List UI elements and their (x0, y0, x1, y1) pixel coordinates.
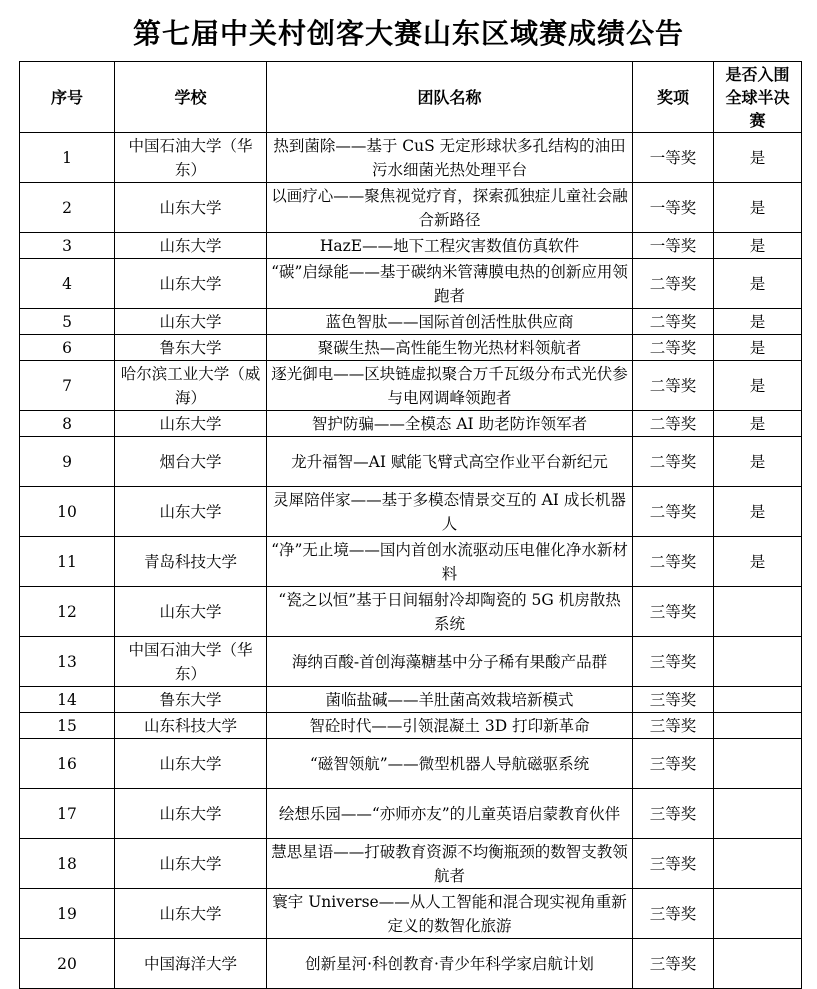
cell-index: 12 (20, 587, 115, 637)
table-row (20, 233, 802, 259)
cell-award: 二等奖 (633, 335, 714, 361)
cell-index: 11 (20, 537, 115, 587)
table-row (20, 889, 802, 939)
table-row (20, 133, 802, 183)
table-row (20, 537, 802, 587)
cell-team: 寰宇 Universe——从人工智能和混合现实视角重新定义的数智化旅游 (267, 889, 633, 939)
cell-semifinal: 是 (714, 411, 802, 437)
cell-semifinal (714, 889, 802, 939)
table-row (20, 739, 802, 789)
header-team: 团队名称 (267, 62, 633, 133)
cell-team: 智砼时代——引领混凝土 3D 打印新革命 (267, 713, 633, 739)
cell-award: 一等奖 (633, 233, 714, 259)
cell-award: 二等奖 (633, 361, 714, 411)
cell-index: 4 (20, 259, 115, 309)
table-row (20, 487, 802, 537)
cell-award: 三等奖 (633, 889, 714, 939)
cell-team: 以画疗心——聚焦视觉疗育，探索孤独症儿童社会融合新路径 (267, 183, 633, 233)
cell-school: 山东大学 (115, 789, 267, 839)
cell-index: 5 (20, 309, 115, 335)
cell-award: 三等奖 (633, 839, 714, 889)
cell-school: 中国石油大学（华东） (115, 133, 267, 183)
cell-index: 18 (20, 839, 115, 889)
cell-award: 三等奖 (633, 739, 714, 789)
table-row (20, 437, 802, 487)
cell-award: 三等奖 (633, 939, 714, 989)
cell-semifinal (714, 739, 802, 789)
cell-index: 8 (20, 411, 115, 437)
cell-semifinal: 是 (714, 335, 802, 361)
cell-index: 16 (20, 739, 115, 789)
cell-index: 1 (20, 133, 115, 183)
cell-index: 14 (20, 687, 115, 713)
header-award: 奖项 (633, 62, 714, 133)
cell-school: 山东大学 (115, 233, 267, 259)
cell-school: 哈尔滨工业大学（威海） (115, 361, 267, 411)
cell-award: 二等奖 (633, 259, 714, 309)
cell-award: 二等奖 (633, 487, 714, 537)
cell-team: “磁智领航”——微型机器人导航磁驱系统 (267, 739, 633, 789)
cell-index: 19 (20, 889, 115, 939)
cell-semifinal: 是 (714, 259, 802, 309)
table-row (20, 259, 802, 309)
cell-school: 山东大学 (115, 309, 267, 335)
cell-school: 山东大学 (115, 587, 267, 637)
cell-index: 17 (20, 789, 115, 839)
cell-index: 15 (20, 713, 115, 739)
cell-index: 2 (20, 183, 115, 233)
cell-award: 三等奖 (633, 713, 714, 739)
cell-school: 中国海洋大学 (115, 939, 267, 989)
cell-school: 山东大学 (115, 183, 267, 233)
cell-school: 烟台大学 (115, 437, 267, 487)
cell-team: 海纳百酸-首创海藻糖基中分子稀有果酸产品群 (267, 637, 633, 687)
cell-school: 山东大学 (115, 889, 267, 939)
cell-semifinal (714, 587, 802, 637)
cell-team: 蓝色智肽——国际首创活性肽供应商 (267, 309, 633, 335)
table-row (20, 183, 802, 233)
table-row (20, 939, 802, 989)
cell-team: HazE——地下工程灾害数值仿真软件 (267, 233, 633, 259)
cell-school: 中国石油大学（华东） (115, 637, 267, 687)
results-table (19, 61, 802, 989)
cell-index: 9 (20, 437, 115, 487)
page-title: 第七届中关村创客大赛山东区域赛成绩公告 (132, 17, 684, 50)
cell-team: 逐光御电——区块链虚拟聚合万千瓦级分布式光伏参与电网调峰领跑者 (267, 361, 633, 411)
cell-semifinal: 是 (714, 133, 802, 183)
cell-team: 菌临盐碱——羊肚菌高效栽培新模式 (267, 687, 633, 713)
cell-index: 7 (20, 361, 115, 411)
cell-school: 山东大学 (115, 259, 267, 309)
cell-school: 山东大学 (115, 839, 267, 889)
cell-team: 龙升福智—AI 赋能飞臂式高空作业平台新纪元 (267, 437, 633, 487)
header-row (20, 62, 802, 133)
cell-team: 智护防骗——全模态 AI 助老防诈领军者 (267, 411, 633, 437)
cell-semifinal (714, 637, 802, 687)
cell-award: 二等奖 (633, 411, 714, 437)
cell-semifinal (714, 713, 802, 739)
cell-semifinal (714, 789, 802, 839)
cell-award: 一等奖 (633, 133, 714, 183)
cell-semifinal: 是 (714, 233, 802, 259)
cell-award: 二等奖 (633, 537, 714, 587)
cell-team: “净”无止境——国内首创水流驱动压电催化净水新材料 (267, 537, 633, 587)
cell-team: 热到菌除——基于 CuS 无定形球状多孔结构的油田污水细菌光热处理平台 (267, 133, 633, 183)
table-row (20, 839, 802, 889)
cell-semifinal: 是 (714, 309, 802, 335)
cell-semifinal: 是 (714, 487, 802, 537)
cell-index: 10 (20, 487, 115, 537)
table-row (20, 789, 802, 839)
cell-index: 13 (20, 637, 115, 687)
cell-index: 6 (20, 335, 115, 361)
cell-semifinal: 是 (714, 183, 802, 233)
cell-award: 三等奖 (633, 587, 714, 637)
cell-team: 创新星河·科创教育·青少年科学家启航计划 (267, 939, 633, 989)
table-header (20, 62, 802, 133)
cell-school: 山东大学 (115, 411, 267, 437)
cell-award: 二等奖 (633, 437, 714, 487)
cell-index: 20 (20, 939, 115, 989)
cell-semifinal: 是 (714, 537, 802, 587)
cell-semifinal (714, 687, 802, 713)
cell-semifinal: 是 (714, 437, 802, 487)
header-semifinal: 是否入围全球半决赛 (714, 62, 802, 133)
table-row (20, 335, 802, 361)
table-row (20, 687, 802, 713)
cell-award: 二等奖 (633, 309, 714, 335)
table-row (20, 713, 802, 739)
header-index: 序号 (20, 62, 115, 133)
cell-index: 3 (20, 233, 115, 259)
cell-team: “碳”启绿能——基于碳纳米管薄膜电热的创新应用领跑者 (267, 259, 633, 309)
cell-team: “瓷之以恒”基于日间辐射冷却陶瓷的 5G 机房散热系统 (267, 587, 633, 637)
cell-team: 灵犀陪伴家——基于多模态情景交互的 AI 成长机器人 (267, 487, 633, 537)
table-body (20, 133, 802, 989)
cell-school: 山东大学 (115, 487, 267, 537)
cell-semifinal (714, 939, 802, 989)
cell-team: 绘想乐园——“亦师亦友”的儿童英语启蒙教育伙伴 (267, 789, 633, 839)
table-row (20, 309, 802, 335)
table-row (20, 361, 802, 411)
cell-award: 三等奖 (633, 687, 714, 713)
cell-team: 慧思星语——打破教育资源不均衡瓶颈的数智支教领航者 (267, 839, 633, 889)
cell-school: 山东大学 (115, 739, 267, 789)
cell-award: 三等奖 (633, 789, 714, 839)
cell-school: 青岛科技大学 (115, 537, 267, 587)
header-school: 学校 (115, 62, 267, 133)
cell-semifinal: 是 (714, 361, 802, 411)
cell-semifinal (714, 839, 802, 889)
cell-team: 聚碳生热—高性能生物光热材料领航者 (267, 335, 633, 361)
cell-award: 一等奖 (633, 183, 714, 233)
table-row (20, 637, 802, 687)
cell-school: 鲁东大学 (115, 335, 267, 361)
table-row (20, 411, 802, 437)
cell-school: 鲁东大学 (115, 687, 267, 713)
cell-school: 山东科技大学 (115, 713, 267, 739)
table-row (20, 587, 802, 637)
cell-award: 三等奖 (633, 637, 714, 687)
